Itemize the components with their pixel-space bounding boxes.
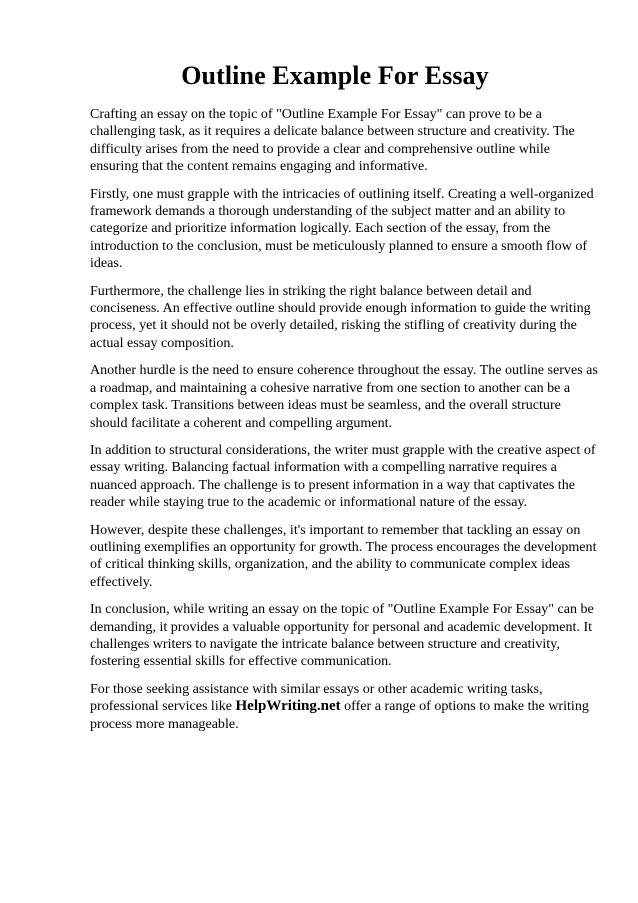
closing-text-after: offer a range of options to make the writing process more manageable.: [90, 698, 589, 732]
paragraph-closing: [90, 681, 600, 733]
brand-name: HelpWriting.net: [235, 698, 341, 715]
paragraph-creative: In addition to structural considerations, the writer must grapple with the creative aspect of essay writing. Balancing factual information with a compelling narrative requires a nuanced approach. The challenge is to present information in a way that captivates the reader while staying true to the academic or informational nature of the essay.: [90, 441, 596, 511]
paragraph-outlining: Firstly, one must grapple with the intricacies of outlining itself. Creating a well-organized framework demands a thorough understanding of the subject matter and an ability to categorize and prioritize information logically. Each section of the essay, from the introduction to the conclusion, must be meticulously planned to ensure a smooth flow of ideas.: [90, 185, 594, 272]
paragraph-conclusion: In conclusion, while writing an essay on the topic of "Outline Example For Essay" can be demanding, it provides a valuable opportunity for personal and academic development. It challenges writers to navigate the intricate balance between structure and creativity, fostering essential skills for effective communication.: [90, 601, 594, 670]
paragraph-balance: Furthermore, the challenge lies in striking the right balance between detail and conciseness. An effective outline should provide enough information to guide the writing process, yet it should not be overly detailed, risking the stifling of creativity during the actual essay composition.: [90, 282, 591, 351]
document-title: Outline Example For Essay: [181, 61, 489, 90]
closing-text-before: For those seeking assistance with similar essays or other academic writing tasks, professional services like: [90, 680, 543, 715]
paragraph-growth: However, despite these challenges, it's important to remember that tackling an essay on outlining exemplifies an opportunity for growth. The process encourages the development of critical thinking skills, organization, and the ability to communicate complex ideas effectively.: [90, 521, 597, 590]
paragraph-intro: Crafting an essay on the topic of "Outline Example For Essay" can prove to be a challenging task, as it requires a delicate balance between structure and creativity. The difficulty arises from the need to provide a clear and comprehensive outline while ensuring that the content remains engaging and informative.: [90, 106, 575, 175]
paragraph-coherence: Another hurdle is the need to ensure coherence throughout the essay. The outline serves as a roadmap, and maintaining a cohesive narrative from one section to another can be a complex task. Transitions between ideas must be seamless, and the overall structure should facilitate a coherent and compelling argument.: [90, 362, 598, 431]
